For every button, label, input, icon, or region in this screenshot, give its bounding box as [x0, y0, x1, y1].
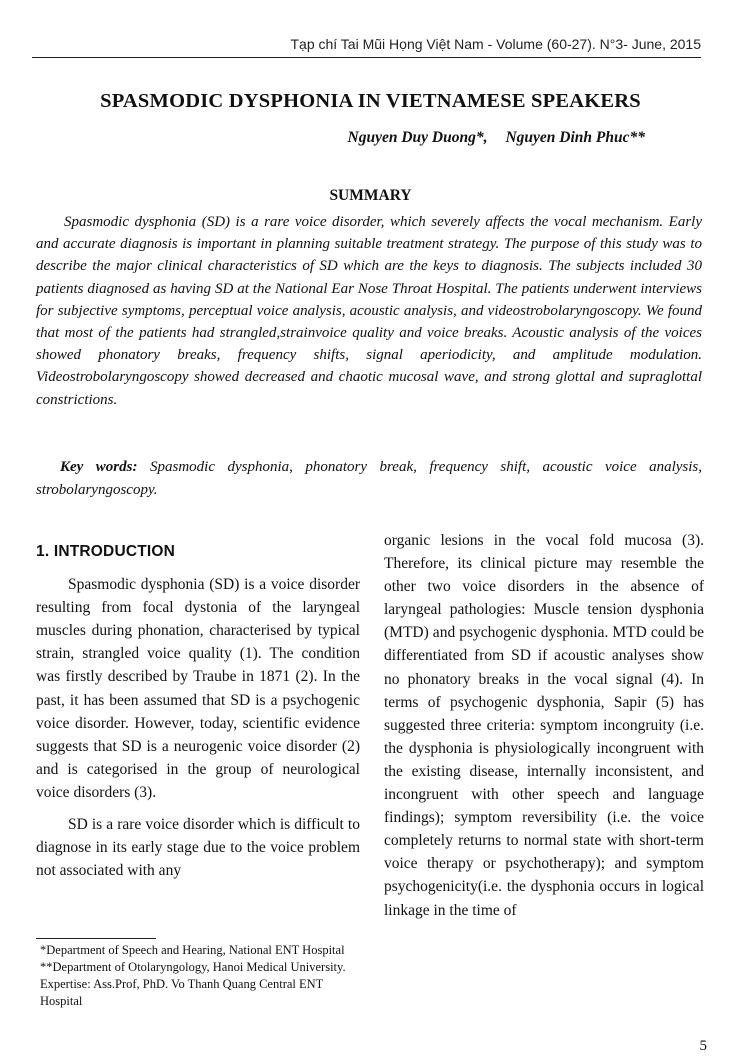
footnote-3: Expertise: Ass.Prof, PhD. Vo Thanh Quang Central ENT Hospital: [40, 977, 324, 1008]
footnote-1: *Department of Speech and Hearing, National ENT Hospital: [40, 943, 345, 957]
author-1: Nguyen Duy Duong*,: [347, 129, 488, 146]
keywords-label: Key words:: [60, 459, 138, 475]
keywords: [36, 456, 702, 501]
page-number: 5: [699, 1038, 707, 1054]
intro-paragraph-1: Spasmodic dysphonia (SD) is a voice disorder resulting from focal dystonia of the laryngeal muscles during phonation, characterised by typical strain, strangled voice quality (1). The condition was firstly described by Traube in 1871 (2). In the past, it has been assumed that SD is a psychogenic voice disorder. However, today, scientific evidence suggests that SD is a neurogenic voice disorder (2) and is categorised in the group of neurological voice disorders (3).: [36, 576, 360, 801]
summary-heading: SUMMARY: [329, 187, 412, 204]
keywords-text: Spasmodic dysphonia, phonatory break, frequency shift, acoustic voice analysis, strobolaryngoscopy.: [36, 459, 703, 498]
header-rule: [32, 57, 701, 58]
section-heading-introduction: 1. INTRODUCTION: [36, 543, 176, 560]
footnote-rule: [36, 938, 156, 939]
author-2: Nguyen Dinh Phuc**: [505, 129, 645, 146]
author-line: [348, 129, 645, 147]
running-header: Tạp chí Tai Mũi Họng Việt Nam - Volume (60-27). N°3- June, 2015: [290, 36, 701, 52]
abstract-text: Spasmodic dysphonia (SD) is a rare voice disorder, which severely affects the vocal mechanism. Early and accurate diagnosis is important in planning suitable treatment strategy. The purpose of this study was to describe the major clinical characteristics of SD which are the keys to diagnosis. The subjects included 30 patients diagnosed as having SD at the National Ear Nose Throat Hospital. The patients underwent interviews for subjective symptoms, perceptual voice analysis, acoustic analysis, and videostrobolaryngoscopy. We found that most of the patients had strangled,strainvoice quality and voice breaks. Acoustic analysis of the voices showed phonatory breaks, frequency shifts, signal aperiodicity, and amplitude modulation. Videostrobolaryngoscopy showed decreased and chaotic mucosal wave, and strong glottal and supraglottal constrictions.: [36, 214, 702, 408]
footnotes: [40, 942, 356, 1010]
left-column: [36, 540, 360, 882]
intro-paragraph-continued: organic lesions in the vocal fold mucosa (3). Therefore, its clinical picture may resemble the other two voice disorders in the absence of laryngeal pathologies: Muscle tension dysphonia (MTD) and psychogenic dysphonia. MTD could be differentiated from SD if acoustic analyses show no phonatory breaks in the vocal signal (4). In terms of psychogenic dysphonia, Sapir (5) has suggested three criteria: symptom incongruity (i.e. the dysphonia is physiologically incongruent with the existing disease, internally inconsistent, and incongruent with other speech and language findings); symptom reversibility (i.e. the voice completely returns to normal state with short-term voice therapy or psychotherapy); and symptom psychogenicity(i.e. the dysphonia occurs in logical linkage in the time of: [384, 532, 704, 919]
intro-paragraph-2: SD is a rare voice disorder which is difficult to diagnose in its early stage due to the voice problem not associated with any: [36, 816, 360, 880]
article-title: SPASMODIC DYSPHONIA IN VIETNAMESE SPEAKERS: [100, 90, 641, 112]
right-column: [384, 529, 704, 922]
footnote-2: **Department of Otolaryngology, Hanoi Medical University.: [40, 960, 346, 974]
